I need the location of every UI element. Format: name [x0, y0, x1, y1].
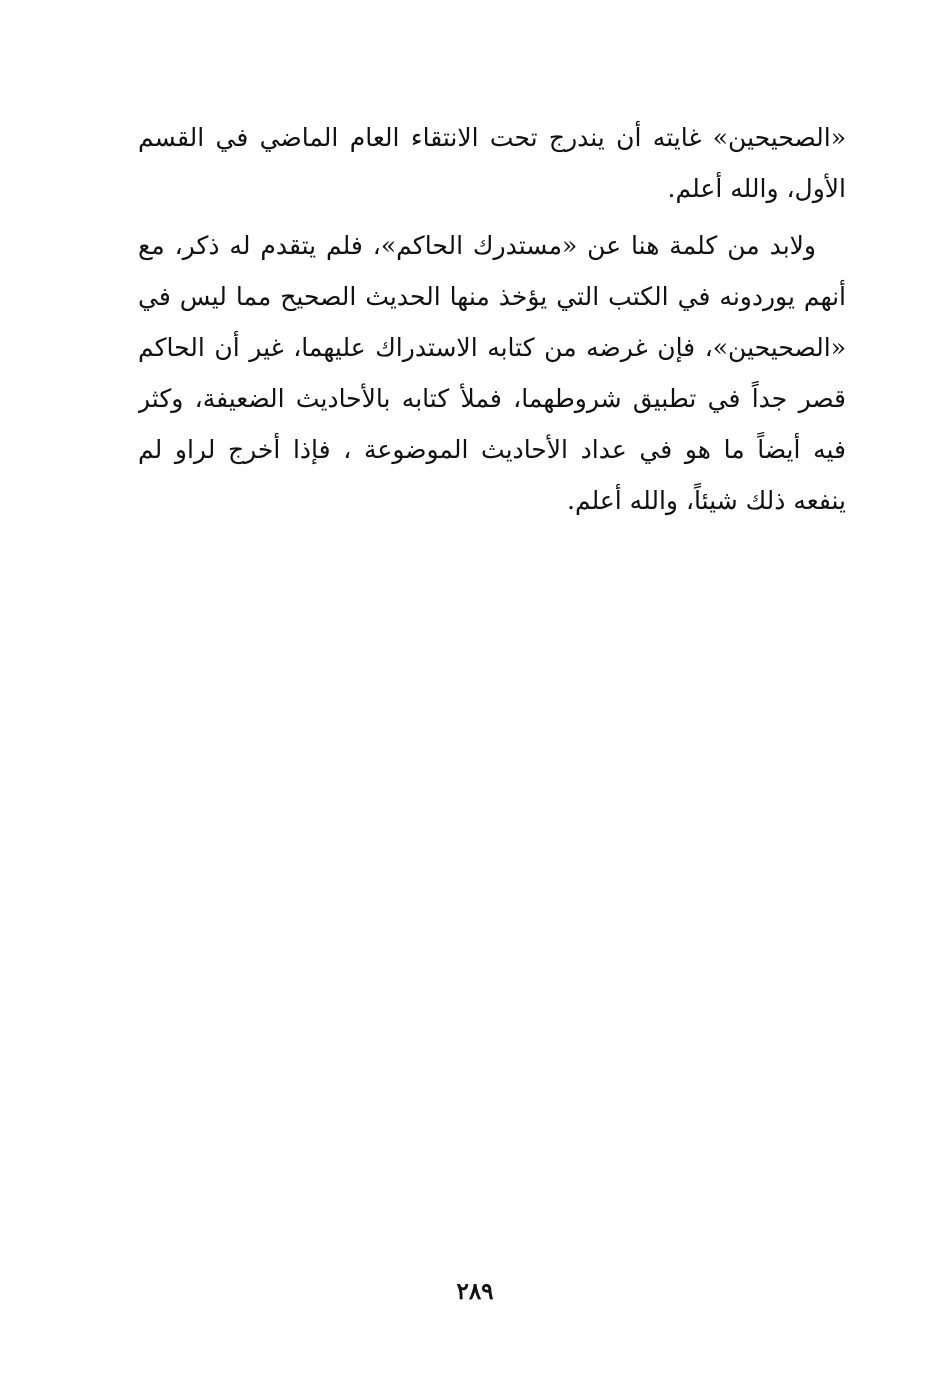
paragraph-1: [138, 112, 846, 214]
paragraph-line: «الصحيحين»، فإن غرضه من كتابه الاستدراك عليهما، غير أن الحاكم: [138, 333, 846, 362]
body-text: [138, 112, 846, 526]
paragraph-line: ولابد من كلمة هنا عن «مستدرك الحاكم»، فلم يتقدم له ذكر، مع: [138, 231, 816, 260]
paragraph-line: أنهم يوردونه في الكتب التي يؤخذ منها الحديث الصحيح مما ليس في: [138, 282, 846, 311]
paragraph-line: قصر جداً في تطبيق شروطهما، فملأ كتابه بالأحاديث الضعيفة، وكثر: [138, 384, 846, 413]
paragraph-line: الأول، والله أعلم.: [667, 174, 846, 203]
paragraph-line: ينفعه ذلك شيئاً، والله أعلم.: [567, 486, 846, 515]
paragraph-line: فيه أيضاً ما هو في عداد الأحاديث الموضوعة ، فإذا أخرج لراو لم: [138, 435, 846, 464]
paragraph-2: [138, 220, 846, 526]
paragraph-line: «الصحيحين» غايته أن يندرج تحت الانتقاء العام الماضي في القسم: [138, 123, 846, 152]
page-number: ٢٨٩: [456, 1278, 494, 1305]
